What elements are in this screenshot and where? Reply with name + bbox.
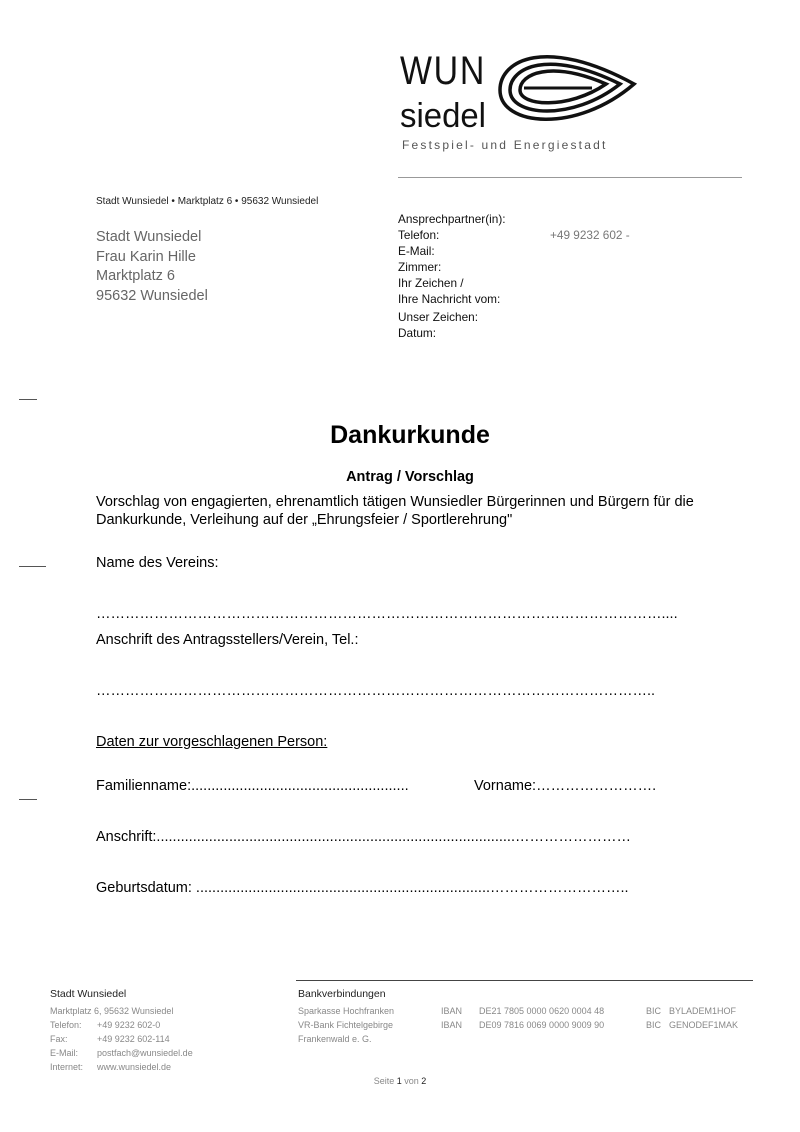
your-reference-label: Ihr Zeichen / — [398, 276, 464, 290]
bic-label: BIC — [646, 1006, 662, 1016]
footer-internet-label: Internet: — [50, 1062, 84, 1072]
bic-value: GENODEF1MAK — [669, 1020, 739, 1030]
iban-value: DE21 7805 0000 0620 0004 48 — [479, 1006, 605, 1016]
our-reference-label: Unser Zeichen: — [398, 310, 478, 324]
sender-line: Stadt Wunsiedel • Marktplatz 6 • 95632 Wunsiedel — [96, 196, 319, 207]
recipient-line: Marktplatz 6 — [96, 268, 175, 284]
page-number — [0, 1076, 800, 1086]
page-current: 1 — [396, 1076, 402, 1086]
intro-text: Vorschlag von engagierten, ehrenamtlich tätigen Wunsiedler Bürgerinnen und Bürgern für die Dankurkunde, Verleihung auf der „Ehrungsfeier / Sportlerehrung" — [96, 494, 694, 528]
phone-value: +49 9232 602 - — [550, 228, 630, 242]
iban-label: IBAN — [441, 1020, 463, 1030]
surname-field: Familienname:...................................................... — [96, 778, 409, 794]
footer-fax: +49 9232 602-114 — [97, 1034, 170, 1044]
logo-siedel-text: siedel — [400, 97, 486, 135]
footer-bank-heading: Bankverbindungen — [298, 988, 386, 1000]
applicant-address-field: …………………………………………………………………………………………………….. — [96, 683, 656, 699]
bank-name: VR-Bank Fichtelgebirge — [298, 1020, 394, 1030]
document-subtitle: Antrag / Vorschlag — [346, 469, 474, 485]
room-label: Zimmer: — [398, 260, 442, 274]
bic-value: BYLADEM1HOF — [669, 1006, 737, 1016]
address-field: Anschrift:.........................................................................................…………………… — [96, 829, 631, 845]
recipient-line: Frau Karin Hille — [96, 248, 196, 265]
applicant-address-label: Anschrift des Antragsstellers/Verein, Tel.: — [96, 632, 359, 648]
club-name-field: ……………………………………………………………………………………………………….... — [96, 606, 678, 622]
footer-phone-label: Telefon: — [50, 1020, 82, 1030]
firstname-field: Vorname:……………………. — [474, 778, 657, 794]
footer-city-heading: Stadt Wunsiedel — [50, 988, 127, 1000]
recipient-line: Stadt Wunsiedel — [96, 229, 202, 245]
footer-email-label: E-Mail: — [50, 1048, 79, 1058]
page-prefix: Seite — [373, 1076, 395, 1086]
phone-label: Telefon: — [398, 228, 440, 242]
footer-phone: +49 9232 602-0 — [97, 1020, 161, 1030]
footer-email: postfach@wunsiedel.de — [97, 1048, 193, 1058]
fold-mark — [19, 399, 37, 400]
footer-rule — [296, 980, 753, 981]
contact-person-label: Ansprechpartner(in): — [398, 212, 506, 226]
logo-wun-text: WUN — [400, 49, 486, 93]
section-heading: Daten zur vorgeschlagenen Person: — [96, 734, 328, 750]
document-title: Dankurkunde — [330, 421, 490, 449]
punch-mark — [19, 566, 46, 567]
your-message-label: Ihre Nachricht vom: — [398, 292, 501, 306]
birthdate-field: Geburtsdatum: .........................................................................……………………….. — [96, 880, 629, 896]
page-mid: von — [404, 1076, 419, 1086]
bic-label: BIC — [646, 1020, 662, 1030]
recipient-address — [96, 228, 208, 306]
logo-eye-icon — [500, 57, 634, 120]
recipient-line: 95632 Wunsiedel — [96, 287, 208, 304]
wunsiedel-logo — [396, 34, 646, 159]
bank-name: Sparkasse Hochfranken — [298, 1006, 395, 1016]
footer-address: Marktplatz 6, 95632 Wunsiedel — [50, 1006, 174, 1016]
iban-value: DE09 7816 0069 0000 9009 90 — [479, 1020, 605, 1030]
logo-tagline: Festspiel- und Energiestadt — [402, 138, 608, 152]
iban-label: IBAN — [441, 1006, 463, 1016]
page-total: 2 — [421, 1076, 427, 1086]
date-label: Datum: — [398, 326, 437, 340]
footer-fax-label: Fax: — [50, 1034, 68, 1044]
fold-mark — [19, 799, 37, 800]
footer-internet: www.wunsiedel.de — [97, 1062, 172, 1072]
email-label: E-Mail: — [398, 244, 435, 258]
bank-name-continued: Frankenwald e. G. — [298, 1034, 372, 1044]
club-name-label: Name des Vereins: — [96, 555, 219, 571]
header-rule — [398, 177, 742, 178]
